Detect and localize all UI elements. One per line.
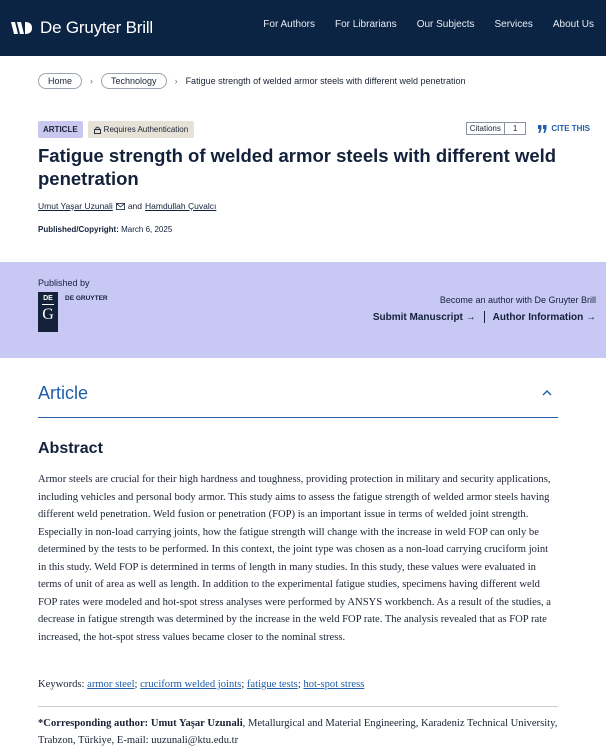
mail-icon[interactable] [116, 203, 125, 210]
nav-for-librarians[interactable]: For Librarians [334, 18, 397, 30]
logo-divider [42, 304, 54, 305]
keyword-link[interactable]: fatigue tests [246, 679, 298, 690]
publication-date [38, 225, 172, 234]
published-by-label: Published by [38, 278, 90, 288]
citations-count: 1 [505, 122, 526, 135]
keywords-row: Keywords: armor steel; cruciform welded joints; fatigue tests; hot-spot stress [38, 679, 365, 690]
arrow-right-icon: → [465, 311, 476, 323]
article-type-badge: ARTICLE [38, 121, 83, 138]
nav-for-authors[interactable]: For Authors [263, 18, 315, 30]
breadcrumb-technology[interactable]: Technology [101, 73, 167, 89]
brand-mark-icon [10, 19, 34, 37]
citations-label: Citations [466, 122, 505, 135]
citation-tools [466, 122, 590, 135]
become-author-text: Become an author with De Gruyter Brill [439, 295, 596, 305]
chevron-up-icon[interactable] [542, 389, 552, 397]
access-badge-label: Requires Authentication [103, 125, 189, 134]
de-gruyter-logo [38, 292, 58, 332]
article-title: Fatigue strength of welded armor steels with different weld penetration [38, 145, 557, 189]
top-navbar [0, 0, 606, 56]
publisher-band [0, 262, 606, 358]
nav-our-subjects[interactable]: Our Subjects [416, 18, 475, 30]
brand-name: De Gruyter Brill [40, 18, 153, 37]
corresponding-author-prefix: *Corresponding author: Umut Yaşar Uzunali [38, 718, 243, 729]
submit-manuscript-link[interactable] [373, 312, 476, 323]
section-heading: Article [38, 383, 89, 403]
keyword-link[interactable]: hot-spot stress [303, 679, 365, 690]
logo-g-text: G [42, 306, 54, 323]
main-nav [263, 0, 594, 48]
publisher-name: DE GRUYTER [65, 295, 108, 302]
breadcrumb-current: Fatigue strength of welded armor steels with different weld penetration [185, 76, 466, 86]
article-section-toggle[interactable] [38, 383, 558, 418]
cite-this-button[interactable] [538, 124, 590, 133]
author-information-label: Author Information [492, 311, 584, 323]
corresponding-author-note [38, 715, 558, 749]
keyword-link[interactable]: armor steel [87, 679, 135, 690]
article-badges [38, 121, 194, 138]
keyword-link[interactable]: cruciform welded joints [140, 679, 242, 690]
divider [38, 706, 558, 707]
access-badge [88, 121, 195, 138]
breadcrumb [38, 73, 466, 89]
author-information-link[interactable] [493, 312, 596, 323]
citations-counter[interactable] [466, 122, 527, 135]
chevron-right-icon: › [90, 76, 94, 86]
nav-about-us[interactable]: About Us [552, 18, 594, 30]
author-list [38, 201, 216, 211]
chevron-right-icon: › [174, 76, 178, 86]
author-link-cuvalci[interactable]: Hamdullah Çuvalcı [145, 201, 217, 211]
nav-services[interactable]: Services [494, 18, 533, 30]
brand-logo[interactable] [10, 18, 153, 38]
pub-date-value: March 6, 2025 [121, 225, 173, 234]
corresponding-author-details: , Metallurgical and Material Engineering, Karadeniz Technical University, Trabzon, Türkiye, E-mail: uuzunali@ktu.edu.tr [38, 718, 558, 746]
breadcrumb-home[interactable]: Home [38, 73, 82, 89]
author-joiner: and [127, 201, 142, 211]
keywords-label: Keywords: [38, 679, 85, 690]
cite-this-label: CITE THIS [551, 124, 590, 133]
logo-de-text: DE [43, 295, 53, 302]
submit-manuscript-label: Submit Manuscript [372, 311, 463, 323]
abstract-text: Armor steels are crucial for their high hardness and toughness, providing protection in military and security applications, including vehicles and personal body armor. This study aims to assess the fatigue strength of welded armor steels having different weld penetration. Weld fusion or penetration (FOP) is an important issue in terms of welded joint strength. Especially in non-load carrying joints, how the fatigue strength will change with the increase in weld FOP can only be determined by the tests to be performed. In this context, the joint type was chosen as a non-load carrying cruciform joint in this study. Weld FOP is determined in terms of length in many studies. In this study, these values were evaluated in terms of unit of area as well as length. In addition to the experimental fatigue studies, specimens having different weld FOP rates were modeled and hot-spot stress analyses were performed by ANSYS workbench. As a result of the studies, a decrease in fatigue strength was determined by the increase in the weld FOP rate. The analysis revealed that as FOP rate increased, the hot-spot stress values became closer to the nominal stress. [38, 474, 551, 643]
quote-icon [538, 125, 547, 133]
abstract-heading: Abstract [38, 440, 103, 457]
arrow-right-icon: → [586, 311, 596, 323]
publisher-links [373, 311, 596, 323]
lock-icon [94, 126, 101, 134]
pub-date-label: Published/Copyright: [38, 225, 119, 234]
author-link-uzunali[interactable]: Umut Yaşar Uzunali [38, 201, 113, 211]
link-divider [484, 311, 485, 323]
